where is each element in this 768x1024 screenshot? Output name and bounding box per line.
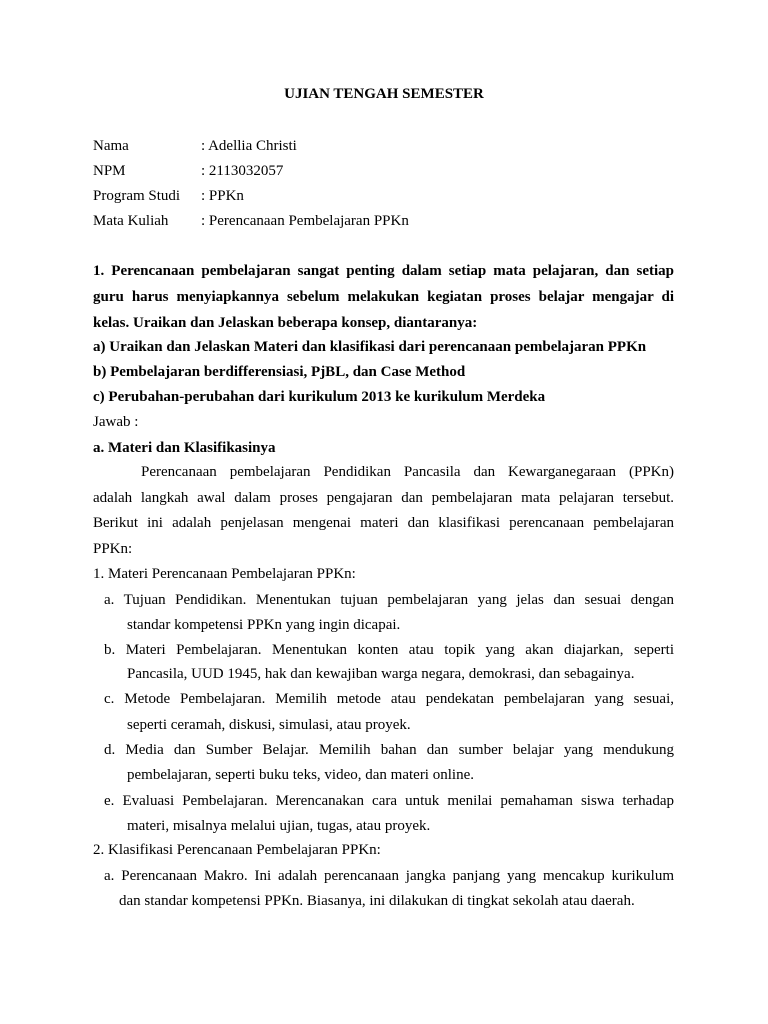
list-item-line: a. Tujuan Pendidikan. Menentukan tujuan pembelajaran yang jelas dan sesuai dengan [104, 592, 674, 608]
list-item-line: a. Perencanaan Makro. Ini adalah perencanaan jangka panjang yang mencakup kurikulum [104, 868, 674, 884]
document-title: UJIAN TENGAH SEMESTER [284, 86, 484, 102]
intro-line: Perencanaan pembelajaran Pendidikan Pancasila dan Kewarganegaraan (PPKn) [141, 464, 674, 480]
question-line-1: 1. Perencanaan pembelajaran sangat penting dalam setiap mata pelajaran, dan setiap [93, 263, 674, 279]
list-item-line: materi, misalnya melalui ujian, tugas, atau proyek. [127, 818, 431, 834]
identity-label: NPM [93, 163, 126, 179]
list-item-line: seperti ceramah, diskusi, simulasi, atau proyek. [127, 717, 411, 733]
question-item-b: b) Pembelajaran berdifferensiasi, PjBL, dan Case Method [93, 364, 466, 380]
question-item-c: c) Perubahan-perubahan dari kurikulum 2013 ke kurikulum Merdeka [93, 389, 546, 405]
section-2-title: 2. Klasifikasi Perencanaan Pembelajaran PPKn: [93, 842, 381, 858]
list-item-line: pembelajaran, seperti buku teks, video, dan materi online. [127, 767, 474, 783]
list-item-line: d. Media dan Sumber Belajar. Memilih bahan dan sumber belajar yang mendukung [104, 742, 674, 758]
question-line-3: kelas. Uraikan dan Jelaskan beberapa konsep, diantaranya: [93, 315, 478, 331]
identity-value: : 2113032057 [201, 163, 284, 179]
identity-label: Nama [93, 138, 129, 154]
identity-value: : Adellia Christi [201, 138, 297, 154]
intro-line: PPKn: [93, 541, 133, 557]
section-1-title: 1. Materi Perencanaan Pembelajaran PPKn: [93, 566, 356, 582]
question-line-2: guru harus menyiapkannya sebelum melakukan kegiatan proses belajar mengajar di [93, 289, 674, 305]
identity-label: Program Studi [93, 188, 181, 204]
identity-label: Mata Kuliah [93, 213, 169, 229]
list-item-line: Pancasila, UUD 1945, hak dan kewajiban warga negara, demokrasi, dan sebagainya. [127, 666, 635, 682]
list-item-line: dan standar kompetensi PPKn. Biasanya, ini dilakukan di tingkat sekolah atau daerah. [119, 893, 635, 909]
intro-line: Berikut ini adalah penjelasan mengenai materi dan klasifikasi perencanaan pembelajaran [93, 515, 674, 531]
intro-line: adalah langkah awal dalam proses pengajaran dan pembelajaran mata pelajaran tersebut. [93, 490, 674, 506]
list-item-line: c. Metode Pembelajaran. Memilih metode atau pendekatan pembelajaran yang sesuai, [104, 691, 674, 707]
list-item-line: e. Evaluasi Pembelajaran. Merencanakan cara untuk menilai pemahaman siswa terhadap [104, 793, 674, 809]
identity-value: : Perencanaan Pembelajaran PPKn [201, 213, 409, 229]
identity-value: : PPKn [201, 188, 244, 204]
answer-heading: a. Materi dan Klasifikasinya [93, 440, 276, 456]
list-item-line: standar kompetensi PPKn yang ingin dicapai. [127, 617, 401, 633]
question-item-a: a) Uraikan dan Jelaskan Materi dan klasifikasi dari perencanaan pembelajaran PPKn [93, 339, 647, 355]
answer-label: Jawab : [93, 414, 139, 430]
list-item-line: b. Materi Pembelajaran. Menentukan konten atau topik yang akan diajarkan, seperti [104, 642, 674, 658]
